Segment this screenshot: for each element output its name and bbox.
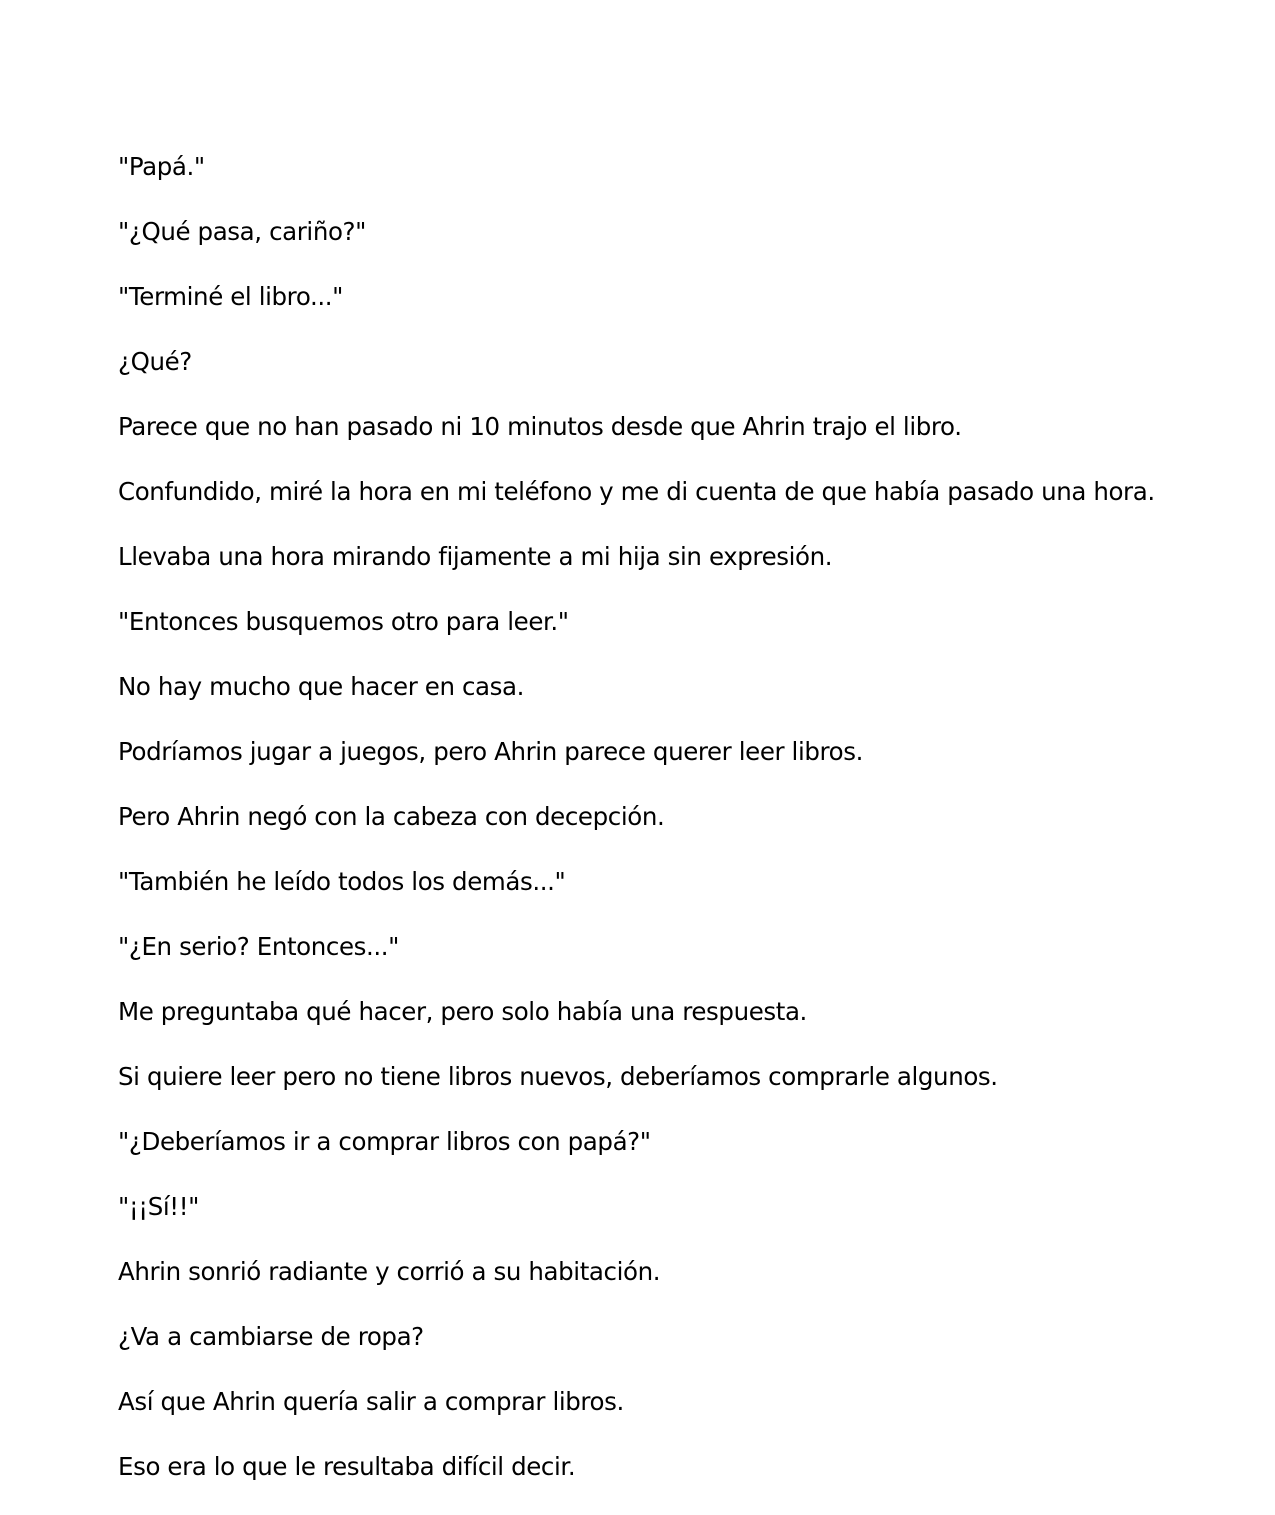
paragraph: "¿En serio? Entonces..."	[118, 932, 400, 961]
paragraph: No hay mucho que hacer en casa.	[118, 672, 525, 701]
paragraph: Así que Ahrin quería salir a comprar libros.	[118, 1387, 624, 1416]
paragraph: "También he leído todos los demás..."	[118, 867, 566, 896]
paragraph: "Papá."	[118, 152, 205, 181]
paragraph: Me preguntaba qué hacer, pero solo había una respuesta.	[118, 997, 807, 1026]
paragraph: Pero Ahrin negó con la cabeza con decepción.	[118, 802, 665, 831]
paragraph: "¡¡Sí!!"	[118, 1192, 199, 1221]
paragraph: Si quiere leer pero no tiene libros nuevos, deberíamos comprarle algunos.	[118, 1062, 998, 1091]
document-body	[118, 150, 1155, 1515]
paragraph: Parece que no han pasado ni 10 minutos desde que Ahrin trajo el libro.	[118, 412, 962, 441]
paragraph: "Terminé el libro..."	[118, 282, 344, 311]
paragraph: Podríamos jugar a juegos, pero Ahrin parece querer leer libros.	[118, 737, 863, 766]
paragraph: Confundido, miré la hora en mi teléfono y me di cuenta de que había pasado una hora.	[118, 477, 1155, 506]
paragraph: "Entonces busquemos otro para leer."	[118, 607, 569, 636]
paragraph: "¿Qué pasa, cariño?"	[118, 217, 367, 246]
paragraph: Ahrin sonrió radiante y corrió a su habitación.	[118, 1257, 661, 1286]
paragraph: Llevaba una hora mirando fijamente a mi hija sin expresión.	[118, 542, 833, 571]
paragraph: ¿Va a cambiarse de ropa?	[118, 1322, 424, 1351]
paragraph: Eso era lo que le resultaba difícil decir.	[118, 1452, 576, 1481]
paragraph: ¿Qué?	[118, 347, 192, 376]
paragraph: "¿Deberíamos ir a comprar libros con papá?"	[118, 1127, 651, 1156]
